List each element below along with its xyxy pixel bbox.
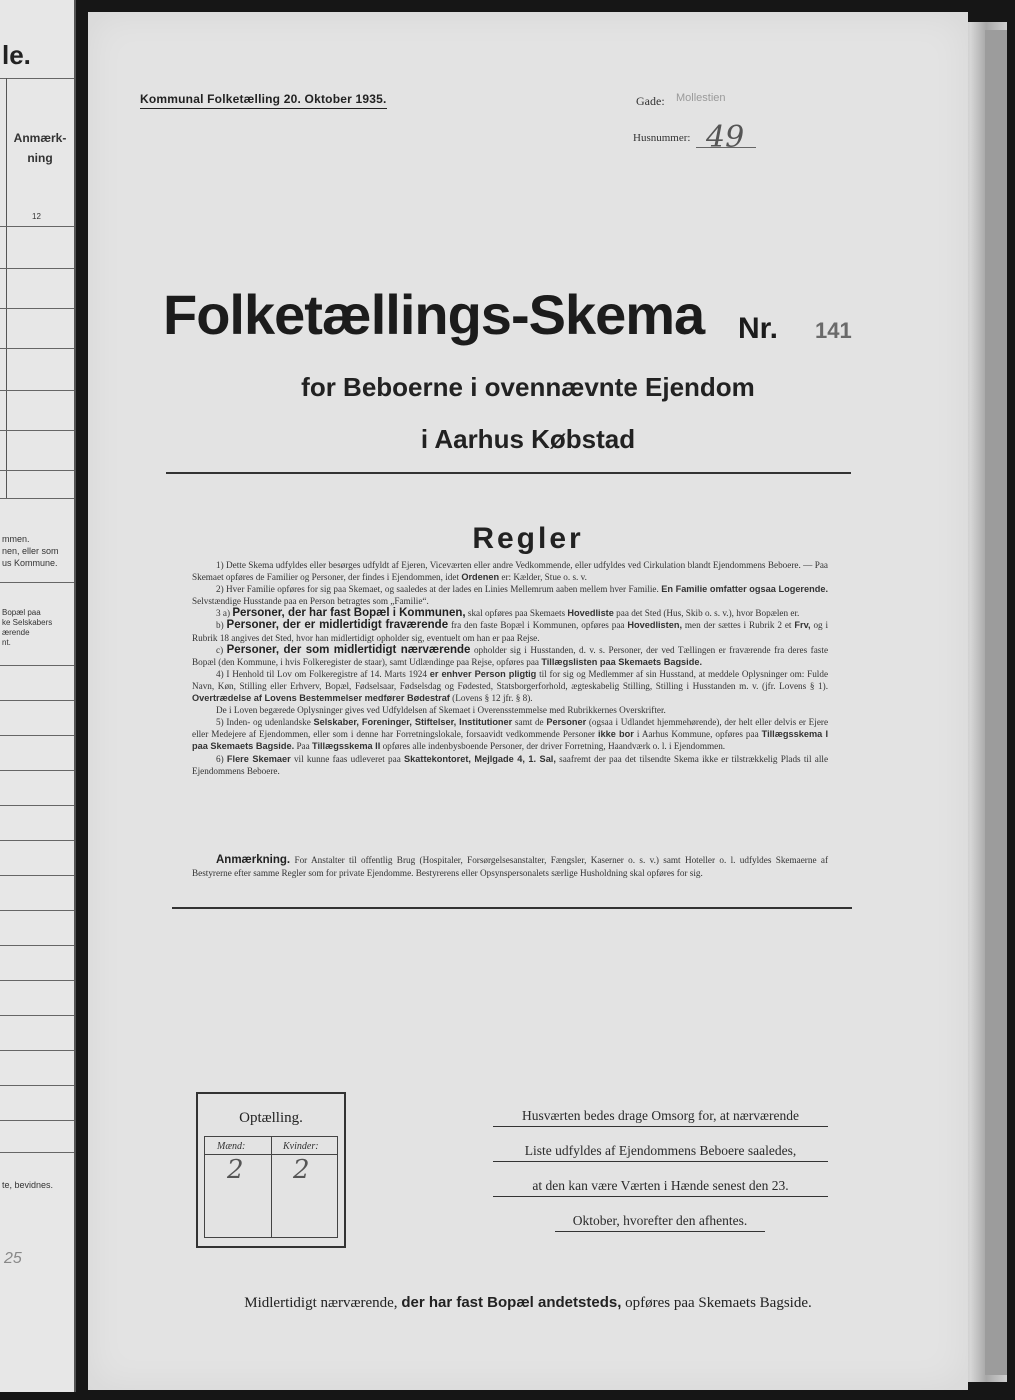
rule-bold: Skattekontoret, Mejlgade 4, 1. Sal, [404,753,556,764]
rule-text: De i Loven begærede Oplysninger gives ved Udfyldelsen af Skemaet i Overensstemmelse med Rubrikkernes Overskrifter. [216,705,666,716]
rule-text: saafremt der paa det tilsendte Skema ikke er tilstrækkelig Plads til alle Ejendommens Beboere. [192,753,829,776]
footer-note [88,1294,968,1312]
page-edge [985,30,1007,1375]
left-page-row-line [0,1152,74,1153]
left-page-row-line [0,770,74,771]
left-page-row-line [0,875,74,876]
left-page-header-fragment: le. [2,40,31,70]
rule-text: 6) [216,753,224,764]
rule-bold: Overtrædelse af Lovens Bestemmelser medfører Bødestraf [192,693,450,704]
rule-text: 1) Dette Skema udfyldes eller besørges udfyldt af Ejeren, Viceværten eller andre Vedkommende, eller udfyldes ved Cirkulation blandt Ejendommens Beboere. — Paa Skemaet opføres de Familier og Personer, der findes i Ejendommen, idet [192,560,828,583]
rule-6 [192,753,828,777]
women-label: Kvinder: [283,1141,319,1152]
left-page-row-line [0,390,74,391]
rule-text: opholder sig i Husstanden, d. v. s. Personer, der ved Tællingen er fraværende fra deres faste Bopæl (den Kommune, i hvis Folkeregister de staar), samt Udlændinge paa Rejse, opføres paa [192,644,829,667]
rule-text: 5) Inden- og udenlandske [216,717,311,728]
left-page-row-line [0,735,74,736]
rule-bold: er enhver Person pligtig [429,668,537,679]
left-page-row-line [0,840,74,841]
census-form-page [88,12,968,1390]
form-number-label: Nr. [738,312,779,345]
rules-heading: Regler [472,522,584,555]
count-table-divider [271,1137,272,1237]
gade-label: Gade: [636,94,665,108]
men-label: Mænd: [217,1141,246,1152]
gade-value: Mollestien [676,92,726,104]
rule-bold: En Familie omfatter ogsaa Logerende. [661,584,828,595]
rule-3b [192,619,828,643]
footer-bold: der har fast Bopæl andetsteds, [401,1294,622,1311]
rule-bold: Personer [546,717,587,728]
left-page-row-line [0,910,74,911]
left-page-text: mmen. [2,534,30,544]
left-page-row-line [0,805,74,806]
rule-bold: Hovedlisten, [627,620,683,631]
rule-bold: Tillægslisten paa Skemaets Bagside. [541,656,702,667]
rule-5 [192,716,828,752]
footer-text: opføres paa Skemaets Bagside. [625,1295,812,1311]
divider-bottom [172,907,852,909]
count-table [204,1136,338,1238]
left-page-text: ke Selskabers [2,618,53,627]
left-page-row-line [0,498,74,499]
rule-1 [192,559,828,583]
count-box-title: Optælling. [239,1110,303,1126]
rule-bold: Hovedliste [567,608,614,619]
left-page-column-label: Anmærk- ning [13,131,67,165]
rule-text: til for sig og Medlemmer af sin Husstand, at meddele Oplysninger om: Fulde Navn, Køn, Stilling eller Erhverv, Bopæl, Fødselsaar, Fødselsdag og Fødested, Statsborgerforhold, ægteskabelig Stilling, Stilling i Husstanden m. v. (jfr. Lovens § 1). [192,668,829,691]
rule-bold: Selskaber, Foreninger, Stiftelser, Institutioner [313,717,513,728]
left-page-text: us Kommune. [2,558,58,568]
rule-text: b) [216,620,224,631]
rule-text: 4) I Henhold til Lov om Folkeregistre af 14. Marts 1924 [216,668,427,679]
left-page-text: nen, eller som [2,546,59,556]
left-page-rule [0,78,74,79]
left-page-column-number: 12 [32,212,41,221]
anmaerkning-text: For Anstalter til offentlig Brug (Hospitaler, Forsørgelsesanstalter, Fængsler, Kaserner o. s. v.) samt Hoteller o. l. udfyldes Skemaerne af Bestyrerne efter samme Regler som for private Ejendomme. Bestyrerens eller Opsynspersonalets særlige Husholdning skal opføres for sig. [192,855,828,878]
rule-bold: Ordenen [461,572,500,583]
subtitle-line-2: i Aarhus Købstad [420,424,636,454]
notice-line-4: Oktober, hvorefter den afhentes. [555,1213,765,1232]
rule-text: Paa [296,741,310,752]
rule-text: fra den faste Bopæl i Kommunen, opføres paa [450,620,625,631]
notice-line-1: Husværten bedes drage Omsorg for, at nærværende [493,1108,828,1127]
rule-text: c) [216,644,224,655]
rule-heading: Personer, der er midlertidigt fraværende [226,619,449,632]
left-page-handwritten-number: 25 [4,1250,22,1267]
rule-text: (Lovens § 12 jfr. § 8). [452,693,533,704]
anmaerkning-label: Anmærkning. [216,854,291,866]
rule-text: opføres alle indenbysboende Personer, der driver Forretning, Haandværk o. l. i Ejendommen. [382,741,726,752]
count-table-header-line [205,1154,337,1155]
rule-heading: Personer, der som midlertidigt nærværende [226,643,471,656]
rule-text: samt de [514,717,544,728]
rule-4 [192,668,828,704]
rule-text: men der sættes i Rubrik 2 et [684,620,792,631]
left-page-row-line [0,582,74,583]
left-page-row-line [0,268,74,269]
rule-text: i Aarhus Kommune, opføres paa [636,729,759,740]
rule-3c [192,644,828,668]
rule-text: (ogsaa i Udlandet hjemmehørende), der helt eller delvis er Ejere eller Medejere af Ejendommen, eller som i denne har Forretningslokale, forsaavidt vedkommende Personer [192,717,829,740]
rule-heading: Personer, der har fast Bopæl i Kommunen, [232,607,466,620]
subtitle-line-1: for Beboerne i ovennævnte Ejendom [301,372,755,402]
left-page-row-line [0,1050,74,1051]
women-count: 2 [293,1155,310,1185]
notice-line-3: at den kan være Værten i Hænde senest den 23. [493,1178,828,1197]
rule-2 [192,583,828,607]
rule-text: Selvstændige Husstande paa en Person betragtes som „Familie“. [192,596,429,607]
rule-bold: ikke bor [597,729,634,740]
rule-3a [192,607,828,619]
husnummer-value: 49 [706,120,745,155]
left-page-row-line [0,980,74,981]
left-page-row-line [0,1015,74,1016]
left-page-row-line [0,308,74,309]
anmaerkning-note [192,854,828,879]
rule-bold: Flere Skemaer [226,753,291,764]
left-page-row-line [0,470,74,471]
left-page-text: nt. [2,638,11,647]
left-facing-page [0,0,76,1392]
husnummer-label: Husnummer: [633,132,691,144]
rule-bold: Tillægsskema I paa Skemaets Bagside. [192,729,829,752]
rule-text: paa det Sted (Hus, Skib o. s. v.), hvor Bopælen er. [616,608,800,619]
left-page-row-line [0,348,74,349]
rules-body [192,559,828,777]
rule-bold: Tillægsskema II [312,741,381,752]
rule-text: vil kunne faas udleveret paa [293,753,401,764]
form-number-value: 141 [815,318,852,343]
form-title: Folketællings-Skema [163,283,705,346]
left-page-text: Bopæl paa [2,608,41,617]
landlord-notice [493,1108,828,1248]
divider-top [166,472,851,474]
rule-text: er: Kælder, Stue o. s. v. [501,572,587,583]
rule-4-cont [192,704,828,716]
rule-bold: Frv, [794,620,811,631]
left-page-row-line [0,665,74,666]
left-page-row-line [0,226,74,227]
left-page-row-line [0,700,74,701]
left-page-row-line [0,430,74,431]
left-page-column-line [6,78,7,498]
left-page-row-line [0,1085,74,1086]
count-box [196,1092,346,1248]
left-page-row-line [0,1120,74,1121]
left-page-text: ærende [2,628,30,637]
footer-text: Midlertidigt nærværende, [244,1295,398,1311]
notice-line-2: Liste udfyldes af Ejendommens Beboere saaledes, [493,1143,828,1162]
rule-text: skal opføres paa Skemaets [467,608,566,619]
left-page-row-line [0,945,74,946]
census-header: Kommunal Folketælling 20. Oktober 1935. [140,92,387,109]
rule-text: og i Rubrik 18 angives det Sted, hvor han midlertidigt opholder sig, eventuelt om han er paa Rejse. [192,620,829,643]
rule-text: 2) Hver Familie opføres for sig paa Skemaet, og saaledes at der lades en Linies Mellemrum aaben mellem hver Familie. [216,584,659,595]
left-page-text: te, bevidnes. [2,1180,54,1190]
rule-text: 3 a) [216,608,231,619]
men-count: 2 [227,1155,244,1185]
